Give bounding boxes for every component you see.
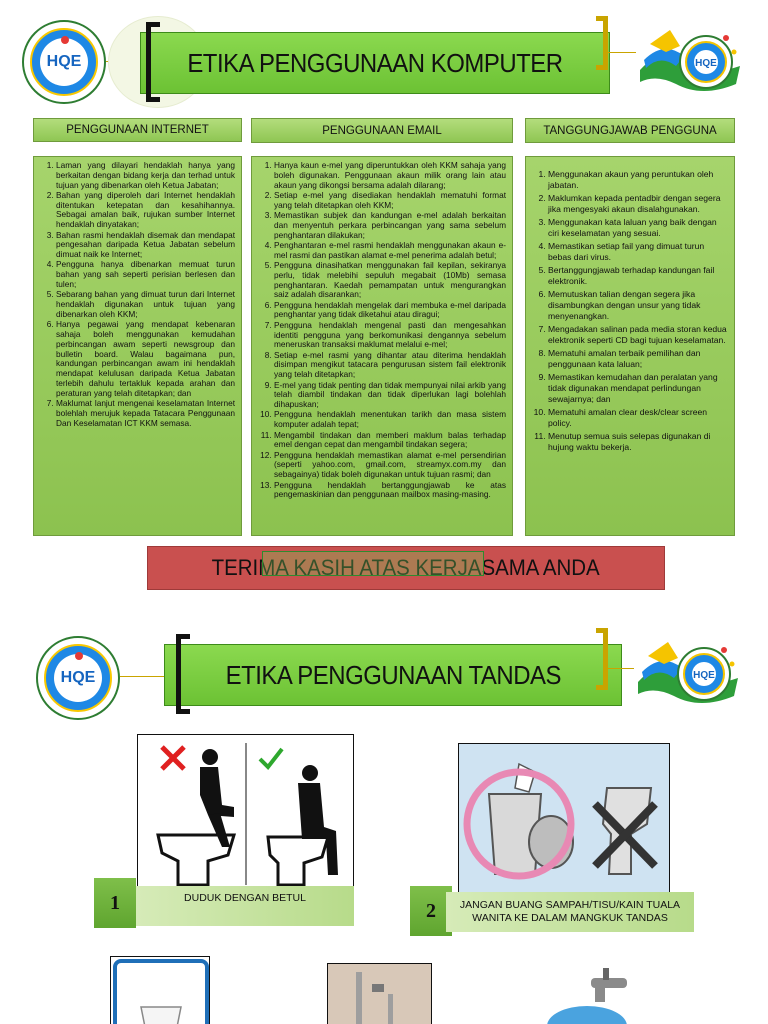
list-item: 3. Bahan rasmi hendaklah disemak dan mendapat pengesahan daripada Ketua Jabatan sebelum dimuat naik ke Internet; (56, 231, 235, 260)
no-trash-picture (458, 743, 670, 893)
page-title: ETIKA PENGGUNAAN KOMPUTER (187, 47, 563, 78)
water-tap-icon (591, 968, 627, 1002)
column-header-internet: PENGGUNAAN INTERNET (33, 118, 242, 142)
hospital-logo-left: HQE (22, 20, 106, 104)
correct-check-icon (260, 749, 282, 767)
list-item: 3. Memastikan subjek dan kandungan e-mel adalah berkaitan dan menyentuh perkara perbincangan yang sama sebelum penghantaran dilakukan; (274, 211, 506, 240)
page-title-banner (140, 32, 610, 94)
list-item: 4. Pengguna hanya dibenarkan memuat turun bahan yang sah seperti perisian berlesen dan tulen; (56, 260, 235, 289)
list-item: 6. Hanya pegawai yang mendapat kebenaran sahaja boleh menggunakan kemudahan perbincangan awam seperti newsgroup dan bulletin board. Walau bagaimana pun, kandungan perbincangan awam ini hendaklah mendapat kelulusan daripada Ketua Jabatan terlebih dahulu tertakluk kepada arahan dan peraturan yang telah ditetapkan; dan (56, 320, 235, 398)
hospital-logo-left-2: HQE (36, 636, 120, 720)
connector-line-right-2 (608, 668, 634, 669)
wrong-cross-icon (162, 747, 184, 769)
list-item: 7. Pengguna hendaklah mengenal pasti dan mengesahkan identiti pengguna yang berkomunikasi dengannya sebelum meneruskan transaksi maklumat melalui e-mel; (274, 321, 506, 350)
hospital-logo-right-2 (634, 634, 744, 716)
column-header-email: PENGGUNAAN EMAIL (251, 118, 513, 143)
list-item: 3. Menggunakan kata laluan yang baik dengan ciri keselamatan yang sesuai. (548, 217, 728, 239)
toilet-posture-picture (137, 734, 354, 888)
column-body-email (251, 156, 513, 536)
thanks-text: TERIMA KASIH ATAS KERJASAMA ANDA (211, 555, 601, 580)
list-item: 11. Menutup semua suis selepas digunakan di hujung waktu bekerja. (548, 431, 728, 453)
list-item: 13. Pengguna hendaklah bertanggungjawab ke atas pengemaskinian dan penggunaan mailbox masing-masing. (274, 481, 506, 501)
list-item: 6. Memutuskan talian dengan segera jika disambungkan dengan unsur yang tidak menyenangkan. (548, 289, 728, 322)
list-item: 12. Pengguna hendaklah memastikan alamat e-mel persendirian (seperti yahoo.com, gmail.com, streamyx.com.my dan sebagainya) tidak boleh digunakan untuk tujuan rasmi; dan (274, 451, 506, 480)
caption-2: JANGAN BUANG SAMPAH/TISU/KAIN TUALA WANITA KE DALAM MANGKUK TANDAS (446, 892, 694, 932)
list-item: 2. Maklumkan kepada pentadbir dengan segera jika mengesyaki akaun disalahgunakan. (548, 193, 728, 215)
svg-text:HQE: HQE (693, 670, 715, 681)
list-item: 10. Mematuhi amalan clear desk/clear screen policy. (548, 407, 728, 429)
list-item: 5. Sebarang bahan yang dimuat turun dari Internet hendaklah digunakan untuk tujuan yang dibenarkan oleh KKM; (56, 290, 235, 319)
list-item: 1. Hanya kaun e-mel yang diperuntukkan oleh KKM sahaja yang boleh digunakan. Penggunaan akaun milik orang lain atau akaun yang dikongsi bersama adalah dilarang; (274, 161, 506, 190)
column-body-user-responsibility (525, 156, 735, 536)
flush-picture (110, 956, 210, 1024)
list-item: 9. Memastikan kemudahan dan peralatan yang tidak digunakan mendapat perlindungan sewajarnya; dan (548, 372, 728, 405)
connector-line-right (608, 52, 636, 53)
caption-1: DUDUK DENGAN BETUL (136, 886, 354, 926)
bidet-spray-picture (327, 963, 432, 1024)
connector-line-2 (120, 676, 164, 677)
page-title-banner-2 (164, 644, 622, 706)
column-header-user-responsibility: TANGGUNGJAWAB PENGGUNA (525, 118, 735, 143)
list-item: 8. Setiap e-mel rasmi yang dihantar atau diterima hendaklah disimpan mengikut tatacara pengurusan sistem fail elektronik yang telah ditetapkan; (274, 351, 506, 380)
svg-text:HQE: HQE (695, 58, 717, 69)
list-item: 7. Mengadakan salinan pada media storan kedua elektronik seperti CD bagi tujuan keselamatan. (548, 324, 728, 346)
list-item: 1. Laman yang dilayari hendaklah hanya yang berkaitan dengan bidang kerja dan terhad untuk tujuan yang dibenarkan oleh Ketua Jabatan; (56, 161, 235, 190)
thanks-overlay-box (262, 551, 484, 576)
water-tap-picture (547, 964, 642, 1024)
list-item: 4. Memastikan setiap fail yang dimuat turun bebas dari virus. (548, 241, 728, 263)
page-title-2: ETIKA PENGGUNAAN TANDAS (225, 659, 561, 690)
list-item: 10. Pengguna hendaklah menentukan tarikh dan masa sistem komputer adalah tepat; (274, 410, 506, 430)
list-item: 5. Bertanggungjawab terhadap kandungan fail elektronik. (548, 265, 728, 287)
column-body-internet (33, 156, 242, 536)
bracket-right (596, 16, 608, 70)
list-item: 2. Setiap e-mel yang disediakan hendaklah mematuhi format yang telah ditetapkan oleh KKM; (274, 191, 506, 211)
list-item: 7. Maklumat lanjut mengenai keselamatan Internet bolehlah merujuk kepada Tatacara Penggunaan Dan Keselamatan ICT KKM semasa. (56, 399, 235, 428)
list-item: 1. Menggunakan akaun yang peruntukan oleh jabatan. (548, 169, 728, 191)
list-item: 8. Mematuhi amalan terbaik pemilihan dan penggunaan kata laluan; (548, 348, 728, 370)
list-item: 2. Bahan yang diperoleh dari Internet hendaklah ditentukan ketepatan dan kesahihannya. Sebagai amalan baik, rujukan sumber Internet hendaklah dinyatakan; (56, 191, 235, 230)
item-number-1: 1 (94, 878, 136, 928)
list-item: 11. Mengambil tindakan dan memberi maklum balas terhadap emel dengan cepat dan mengambil tindakan segera; (274, 431, 506, 451)
bracket-left-2 (176, 634, 190, 714)
item-number-2: 2 (410, 886, 452, 936)
bracket-right-2 (596, 628, 608, 690)
list-item: 6. Pengguna hendaklah mengelak dari membuka e-mel daripada penghantar yang tidak diketahui atau diragui; (274, 301, 506, 321)
list-item: 4. Penghantaran e-mel rasmi hendaklah menggunakan akaun e-mel rasmi dan pastikan alamat e-mel penerima adalah betul; (274, 241, 506, 261)
hospital-logo-right (636, 22, 746, 104)
list-item: 9. E-mel yang tidak penting dan tidak mempunyai nilai arkib yang telah diambil tindakan dan tidak diperlukan lagi bolehlah dihapuskan; (274, 381, 506, 410)
bracket-left (146, 22, 160, 102)
list-item: 5. Pengguna dinasihatkan menggunakan fail kepilan, sekiranya perlu, tidak melebihi sepuluh megabait (10Mb) semasa penghantaran. Kaedah pemampatan untuk mengurangkan saiz adalah disarankan; (274, 261, 506, 300)
